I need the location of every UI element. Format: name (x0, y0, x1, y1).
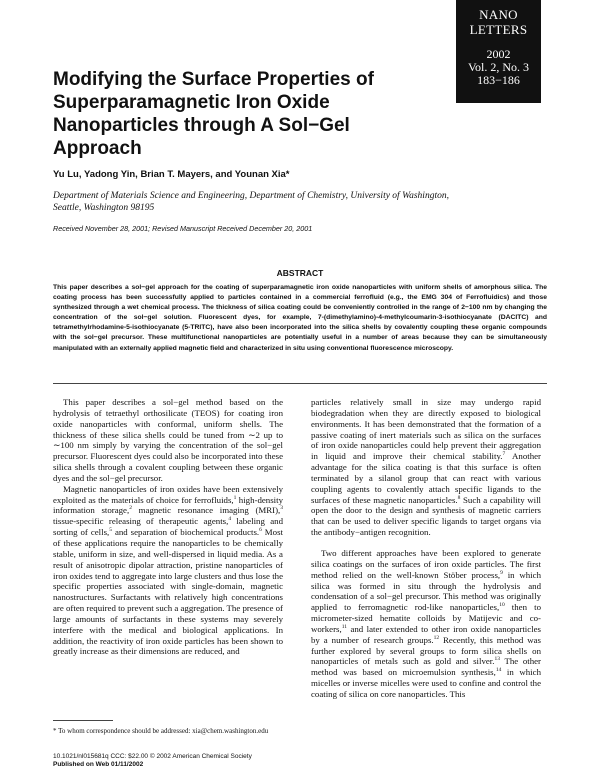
text-run: in which silica was formed in situ through the hydrolysis and condensation of a sol−gel precursor. This method was originally applied to ferromagnetic rod-like nanoparticles, (311, 569, 541, 613)
text-run: Two different approaches have been explored to generate silica coatings on the surfaces of iron oxide particles. The first method relied on the well-known Stöber process, (311, 547, 541, 580)
published-date: Published on Web 01/11/2002 (53, 761, 144, 768)
journal-name-line2: LETTERS (469, 22, 528, 37)
journal-badge (456, 0, 541, 103)
text-run: The other method was based on microemulsion synthesis, (311, 656, 541, 678)
paragraph-coating-approaches (311, 548, 541, 700)
paragraph-magnetic-nanoparticles (53, 484, 283, 658)
paragraph-continued (311, 397, 541, 538)
reference-marker: 9 (500, 569, 503, 576)
reference-marker: 10 (499, 602, 505, 609)
text-run: then to micrometer-sized hematite colloids by Matijevic and co-workers, (311, 602, 542, 634)
text-run: particles relatively small in size may undergo rapid biodegradation when they are directly exposed to biological environments. It has been demonstrated that the formation of a passive coating of inert materials such as silica on the surfaces of iron oxide nanoparticles could help prevent their aggregation in liquid and improve their chemical stability. (311, 397, 541, 462)
doi-line: 10.1021/nl015681q CCC: $22.00 © 2002 American Chemical Society (53, 753, 252, 760)
text-run: tissue-specific releasing of therapeutic agents, (53, 516, 229, 527)
text-run: high-density information storage, (53, 494, 283, 516)
paragraph-intro: This paper describes a sol−gel method based on the hydrolysis of tetraethyl orthosilicate (TEOS) for coating iron oxide nanoparticles with conformal, uniform shells. The thickness of these silica shells could be tuned from ∼2 up to ∼100 nm simply by varying the concentration of the sol−gel precursor. Fluorescent dyes could also be incorporated into these silica shells through a covalent coupling between these organic dyes and the sol−gel precursor. (53, 397, 283, 483)
author-list: Yu Lu, Yadong Yin, Brian T. Mayers, and Younan Xia* (53, 169, 290, 180)
text-run: in which micelles or inverse micelles were used to confine and control the coating of silica on core nanoparticles. This (311, 667, 541, 699)
text-run: Such a capability will open the door to the design and synthesis of magnetic carriers that can be used to deliver specific ligands to target organs via the antibody−antigen recognition. (311, 494, 541, 538)
reference-marker: 2 (129, 505, 132, 512)
journal-name-line1: NANO (479, 7, 518, 22)
body-column-right (311, 397, 541, 700)
reference-marker: 13 (494, 656, 500, 663)
text-run: and later extended to other iron oxide nanoparticles by a number of research groups. (311, 623, 541, 645)
correspondence-footnote: * To whom correspondence should be addressed: xia@chem.washington.edu (53, 727, 269, 735)
reference-marker: 3 (280, 505, 284, 512)
journal-year: 2002 (486, 47, 511, 61)
abstract-text: This paper describes a sol−gel approach for the coating of superparamagnetic iron oxide nanoparticles with uniform shells of amorphous silica. The coating process has been successfully applied to particles contained in a commercial ferrofluid (e.g., the EMG 304 of Ferrofluidics) and those synthesized through a wet chemical process. The thickness of silica coating could be conveniently controlled in the range of 2−100 nm by changing the concentration of the sol−gel solution. Fluorescent dyes, for example, 7-(dimethylamino)-4-methylcoumarin-3-isothiocyanate (DACITC) and tetramethylrhodamine-5-isothiocyanate (5-TRITC), have also been incorporated into the silica shells by covalently coupling these organic compounds with the sol−gel precursor. These multifunctional nanoparticles are potentially useful in a number of areas because they can be simultaneously manipulated with an externally applied magnetic field and characterized in situ using conventional fluorescence microscopy. (53, 284, 547, 352)
journal-pages: 183−186 (477, 73, 520, 87)
text-run: Magnetic nanoparticles of iron oxides have been extensively exploited as the materials of choice for ferrofluids, (53, 483, 283, 505)
reference-marker: 8 (457, 494, 461, 501)
reference-marker: 11 (341, 623, 347, 630)
body-column-left (53, 397, 283, 657)
reference-marker: 5 (109, 527, 112, 534)
reference-marker: 14 (495, 667, 502, 674)
affiliation: Department of Materials Science and Engineering, Department of Chemistry, University of Washington, Seattle, Washington 98195 (53, 191, 449, 213)
text-run: labeling and sorting of cells, (53, 516, 283, 538)
text-run: Another advantage for the silica coating is that this surface is often terminated by a silanol group that can react with various coupling agents to covalently attach specific ligands to the surfaces of these magnetic nanoparticles. (311, 451, 542, 505)
reference-marker: 12 (433, 634, 440, 641)
article-title: Modifying the Surface Properties of Superparamagnetic Iron Oxide Nanoparticles through A Sol−Gel Approach (53, 69, 374, 159)
text-run: Recently, this method was further explored by several groups to form silica shells on nanoparticles of metals such as gold and silver. (311, 634, 541, 667)
reference-marker: 1 (233, 494, 237, 501)
journal-volume: Vol. 2, No. 3 (467, 60, 530, 74)
abstract-divider (53, 383, 547, 384)
received-dates: Received November 28, 2001; Revised Manuscript Received December 20, 2001 (53, 224, 313, 233)
footnote-divider (53, 720, 113, 721)
abstract-heading: ABSTRACT (276, 268, 324, 278)
reference-marker: 6 (259, 527, 262, 534)
reference-marker: 4 (228, 516, 232, 523)
reference-marker: 7 (502, 451, 506, 458)
text-run: Most of these applications require the nanoparticles to be chemically stable, uniform in size, and well-dispersed in liquid media. As a result of anisotropic dipolar attraction, pristine nanoparticles of iron oxides tend to aggregate into large clusters and thus lose the specific properties associated with single-domain, magnetic nanostructures. Surfactants with relatively high concentrations are often required to prevent such a aggregation. The presence of large amounts of surfactants in these systems may severely interfere with the medical and biological applications. In addition, the reactivity of iron oxide particles has been shown to greatly increase as their dimensions are reduced, and (53, 527, 283, 657)
text-run: and separation of biochemical products. (112, 527, 260, 538)
text-run: magnetic resonance imaging (MRI), (131, 505, 281, 516)
